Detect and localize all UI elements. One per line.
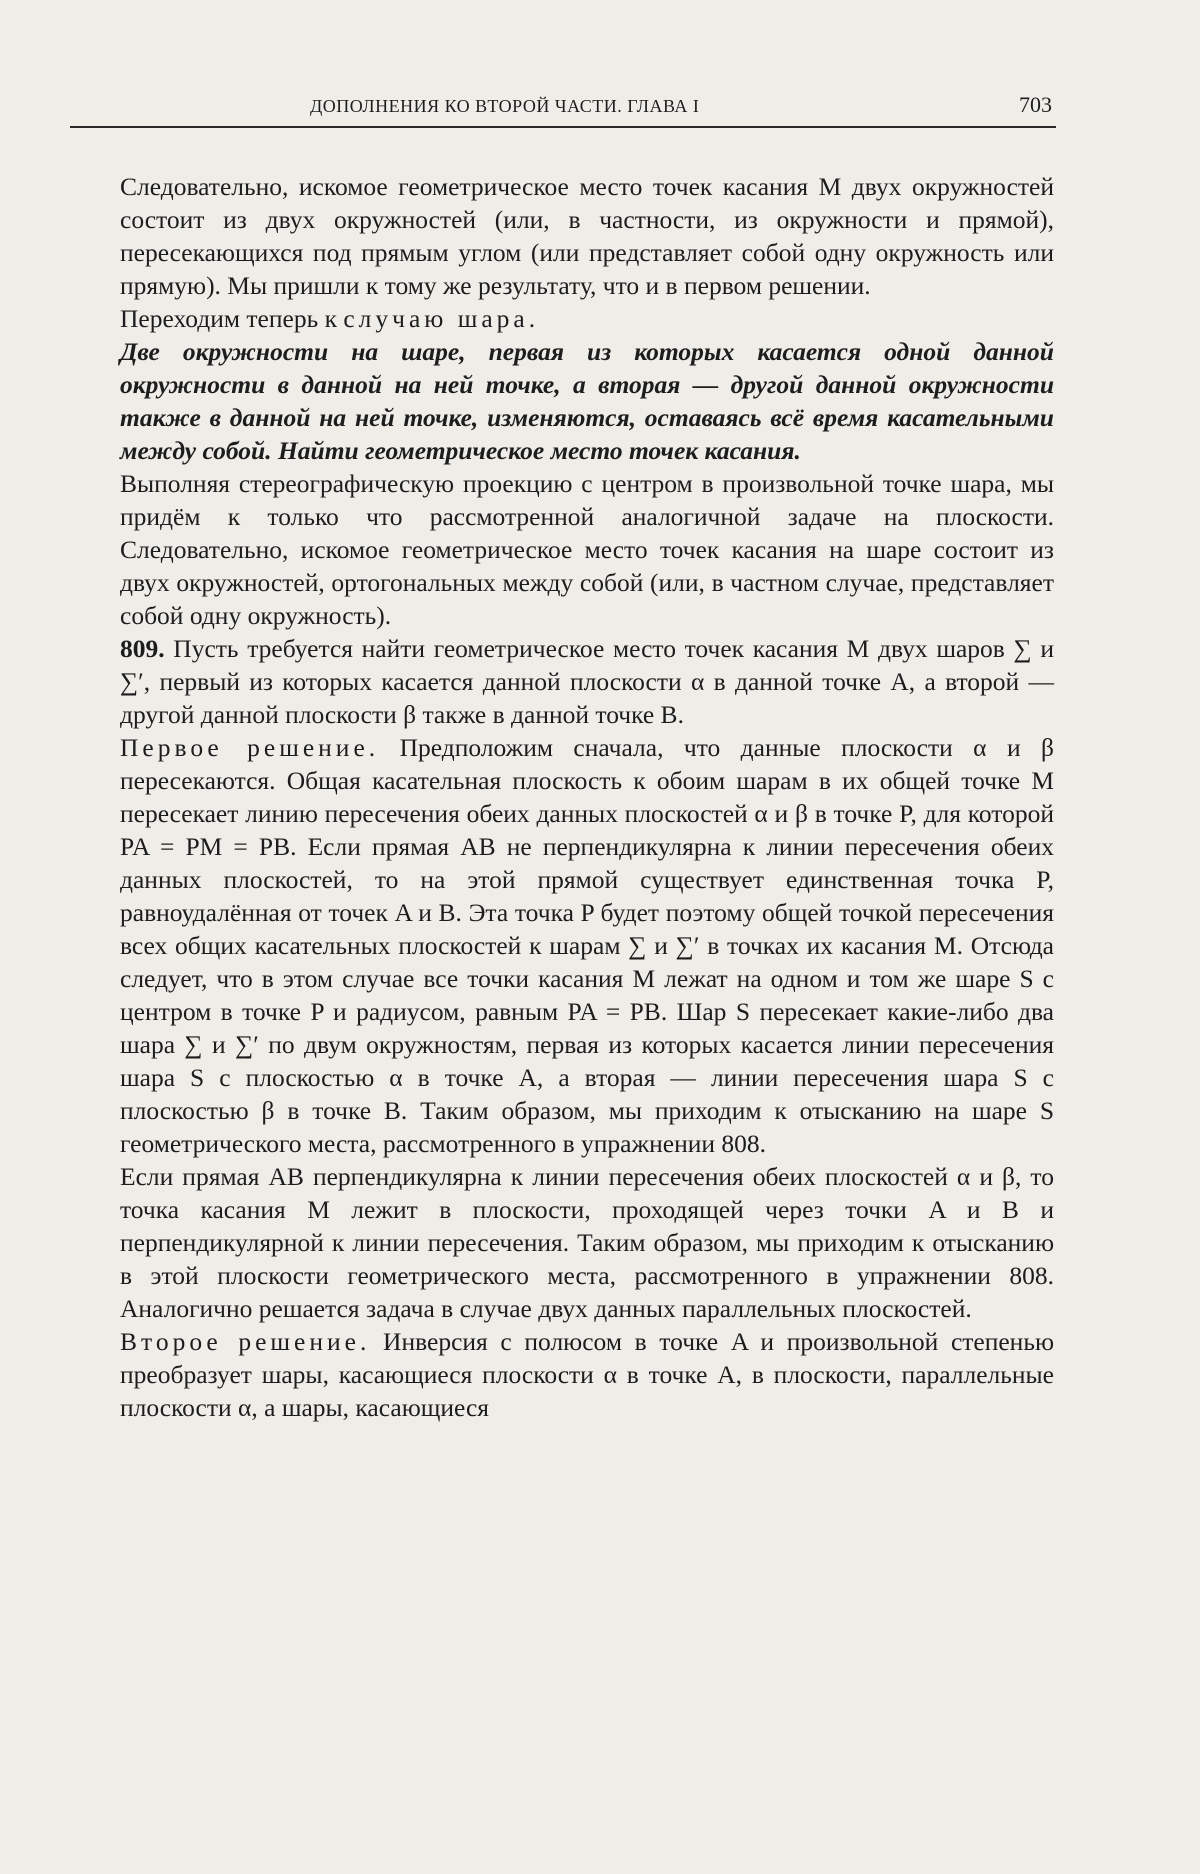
first-solution-text: Предположим сначала, что данные плоскости α и β пересекаются. Общая касательная плоскость к обоим шарам в их общей точке M пересекает линию пересечения обеих данных плоскостей α и β в точке P, для которой PA = PM = PB. Если прямая AB не перпендикулярна к линии пересечения обеих данных плоскостей, то на этой прямой существует единственная точка P, равноудалённая от точек A и B. Эта точка P будет поэтому общей точкой пересечения всех общих касательных плоскостей к шарам ∑ и ∑′ в точках их касания M. Отсюда следует, что в этом случае все точки касания M лежат на одном и том же шаре S с центром в точке P и радиусом, равным PA = PB. Шар S пересекает какие-либо два шара ∑ и ∑′ по двум окружностям, первая из которых касается линии пересечения шара S с плоскостью α в точке A, а вторая — линии пересечения шара S с плоскостью β в точке B. Таким образом, мы приходим к отысканию на шаре S геометрического места, рассмотренного в упражнении 808. <box>120 733 1054 1158</box>
second-solution <box>120 1325 1054 1424</box>
problem-809-text: Пусть требуется найти геометрическое место точек касания M двух шаров ∑ и ∑′, первый из которых касается данной плоскости α в данной точке A, а второй — другой данной плоскости β также в данной точке B. <box>120 634 1054 729</box>
body-text <box>120 170 1054 1424</box>
first-solution-heading: Первое решение. <box>120 733 380 762</box>
paragraph-conclusion: Следовательно, искомое геометрическое место точек касания M двух окружностей состоит из двух окружностей (или, в частности, из окружности и прямой), пересекающихся под прямым углом (или представляет собой одну окружность или прямую). Мы пришли к тому же результату, что и в первом решении. <box>120 172 1054 300</box>
paragraph-stereographic: Выполняя стереографическую проекцию с центром в произвольной точке шара, мы придём к только что рассмотренной аналогичной задаче на плоскости. Следовательно, искомое геометрическое место точек касания на шаре состоит из двух окружностей, ортогональных между собой (или, в частном случае, представляет собой одну окружность). <box>120 469 1054 630</box>
first-solution <box>120 731 1054 1160</box>
page-number: 703 <box>1019 92 1052 117</box>
second-solution-heading: Второе решение. <box>120 1327 371 1356</box>
second-solution-text: Инверсия с полюсом в точке A и произвольной степенью преобразует шары, касающиеся плоскости α в точке A, в плоскости, параллельные плоскости α, а шары, касающиеся <box>120 1327 1055 1422</box>
problem-number: 809. <box>120 634 165 663</box>
problem-809 <box>120 632 1054 731</box>
page-header <box>70 92 1056 128</box>
problem-statement: Две окружности на шаре, первая из которых касается одной данной окружности в данной на ней точке, а вторая — другой данной окружности также в данной на ней точке, изменяются, оставаясь всё время касательными между собой. Найти геометрическое место точек касания. <box>120 337 1054 465</box>
paragraph-perpendicular-case: Если прямая AB перпендикулярна к линии пересечения обеих плоскостей α и β, то точка касания M лежит в плоскости, проходящей через точки A и B и перпендикулярной к линии пересечения. Таким образом, мы приходим к отысканию в этой плоскости геометрического места, рассмотренного в упражнении 808. Аналогично решается задача в случае двух данных параллельных плоскостей. <box>120 1162 1054 1323</box>
transition-lead: Переходим теперь к <box>120 304 337 333</box>
running-head: ДОПОЛНЕНИЯ КО ВТОРОЙ ЧАСТИ. ГЛАВА I <box>310 96 700 116</box>
paragraph-transition <box>120 302 1054 335</box>
sphere-case-heading: случаю шара. <box>343 304 540 333</box>
